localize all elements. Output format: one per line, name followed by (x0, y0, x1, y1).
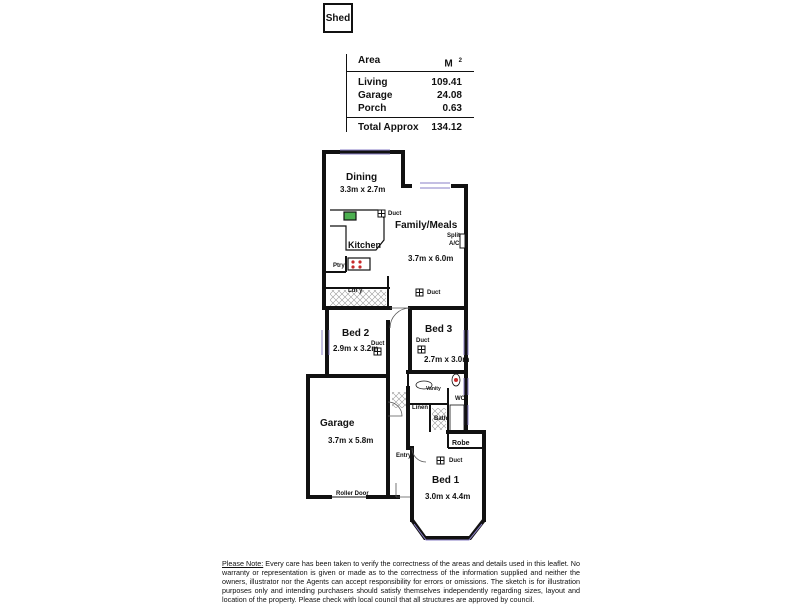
shed-label: Shed (325, 12, 351, 24)
room-pantry-label: Ptry (333, 263, 345, 269)
area-unit-sup: 2 (458, 58, 462, 64)
exterior-walls (308, 152, 484, 520)
entry-hatch-1 (392, 392, 406, 408)
duct-label: Duct (388, 211, 402, 217)
room-garage-dims: 3.7m x 5.8m (328, 436, 374, 445)
room-vanity-label: Vanity (426, 386, 441, 392)
toilet-seat (454, 378, 458, 382)
area-row-label: Living (358, 77, 388, 88)
duct-label: Duct (449, 458, 463, 464)
area-row-label: Porch (358, 103, 387, 114)
room-bed3-label: Bed 3 (425, 324, 453, 335)
room-bed2-label: Bed 2 (342, 328, 370, 339)
door-front (396, 483, 410, 497)
room-entry-label: Entry (396, 453, 412, 459)
room-bed2-dims: 2.9m x 3.2m (333, 344, 379, 353)
room-dining-label: Dining (346, 172, 378, 183)
room-garage-label: Garage (320, 418, 355, 429)
area-row-label: Garage (358, 90, 393, 101)
wall-garage-west (308, 376, 330, 497)
room-kitchen-label: Kitchen (348, 240, 382, 250)
window-family-slider (420, 183, 450, 188)
room-bed1-label: Bed 1 (432, 475, 460, 486)
area-row-value: 24.08 (436, 90, 462, 101)
room-dining-dims: 3.3m x 2.7m (340, 185, 386, 194)
room-robe-label: Robe (452, 440, 470, 447)
duct-icon (437, 457, 444, 464)
duct-label: Duct (371, 341, 385, 347)
room-family-meals-dims: 3.7m x 6.0m (408, 254, 454, 263)
kitchen-sink (344, 212, 356, 220)
duct-icon (416, 289, 423, 296)
duct-label: Duct (416, 338, 430, 344)
duct-icon (378, 210, 385, 217)
roller-door-label: Roller Door (336, 491, 369, 497)
area-row-value: 109.41 (431, 77, 462, 88)
room-laundry-label: Ldr'y (348, 288, 363, 294)
room-wc-label: WC (455, 396, 465, 402)
split-ac-line2: A/C (449, 241, 460, 247)
room-linen-label: Linen (412, 405, 428, 411)
area-total-value: 134.12 (431, 122, 462, 133)
room-bath-label: Bath (434, 416, 448, 422)
area-unit: M (444, 58, 453, 70)
duct-label: Duct (427, 290, 441, 296)
room-bed3-dims: 2.7m x 3.0m (424, 355, 470, 364)
disclaimer-note (222, 559, 580, 604)
area-total-label: Total Approx (358, 122, 419, 133)
room-family-meals-label: Family/Meals (395, 220, 458, 231)
area-header-label: Area (358, 55, 381, 66)
door-bed1 (412, 448, 426, 462)
door-bed2 (390, 308, 410, 328)
split-ac-line1: Split (447, 233, 460, 239)
note-heading: Please Note: (222, 559, 264, 568)
duct-icon (418, 346, 425, 353)
note-text: Every care has been taken to verify the correctness of the areas and details used in this leaflet. No warranty or representation is given or made as to the correctness of the information supplied and neither the owners, illustrator nor the Agents can accept responsibility for errors or omissions. The sketch is for illustration purposes only and intending purchasers should satisfy themselves independently regarding sizes, layout and location of the property. Please check with local council that all structures are approved by council. (222, 559, 580, 604)
wall-west-upper (324, 152, 326, 308)
split-ac-unit (460, 234, 465, 248)
room-bed1-dims: 3.0m x 4.4m (425, 492, 471, 501)
bathtub (450, 405, 464, 431)
area-row-value: 0.63 (442, 103, 462, 114)
